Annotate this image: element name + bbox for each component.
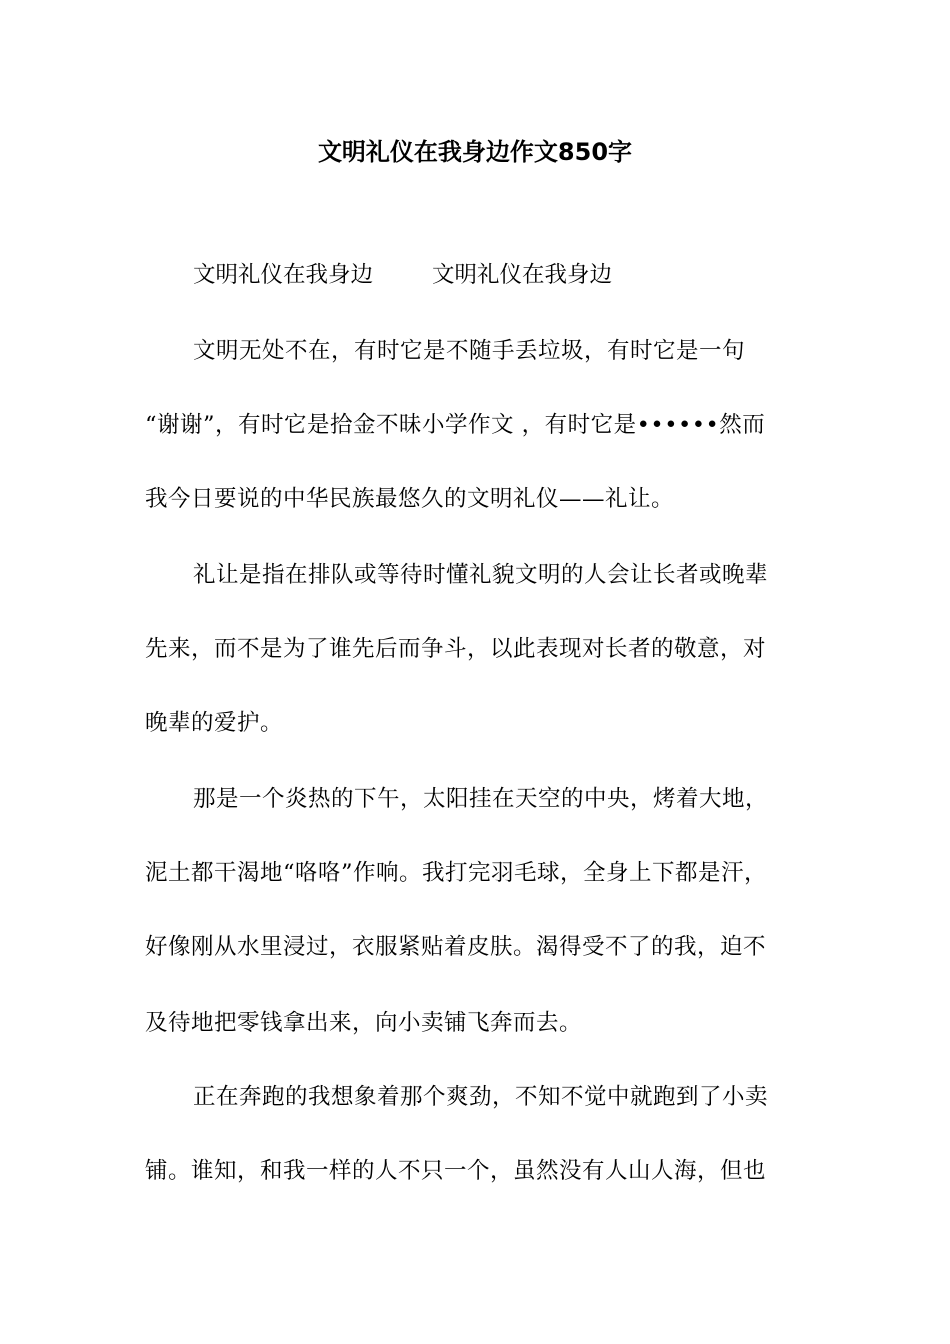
paragraph-line: 铺。谁知，和我一样的人不只一个，虽然没有人山人海，但也 — [145, 1158, 767, 1184]
paragraph-line: 文明无处不在，有时它是不随手丢垃圾，有时它是一句 — [193, 338, 746, 364]
subtitle-right: 文明礼仪在我身边 — [432, 262, 613, 288]
page-title: 文明礼仪在我身边作文850字 — [317, 138, 633, 166]
paragraph-line: 那是一个炎热的下午，太阳挂在天空的中央，烤着大地， — [193, 786, 769, 812]
paragraph-line: 晚辈的爱护。 — [145, 710, 284, 736]
paragraph-line: “谢谢”，有时它是拾金不昧小学作文 ，有时它是••••••然而 — [145, 412, 766, 438]
paragraph-line: 及待地把零钱拿出来，向小卖铺飞奔而去。 — [145, 1010, 583, 1036]
paragraph-line: 泥土都干渴地“咯咯”作响。我打完羽毛球，全身上下都是汗， — [145, 860, 768, 886]
paragraph-line: 礼让是指在排队或等待时懂礼貌文明的人会让长者或晚辈 — [193, 562, 769, 588]
paragraph-line: 我今日要说的中华民族最悠久的文明礼仪——礼让。 — [145, 486, 675, 512]
subtitle-left: 文明礼仪在我身边 — [193, 262, 374, 288]
paragraph-line: 正在奔跑的我想象着那个爽劲，不知不觉中就跑到了小卖 — [193, 1084, 769, 1110]
paragraph-line: 先来，而不是为了谁先后而争斗，以此表现对长者的敬意，对 — [145, 636, 767, 662]
paragraph-line: 好像刚从水里浸过，衣服紧贴着皮肤。渴得受不了的我，迫不 — [145, 934, 767, 960]
